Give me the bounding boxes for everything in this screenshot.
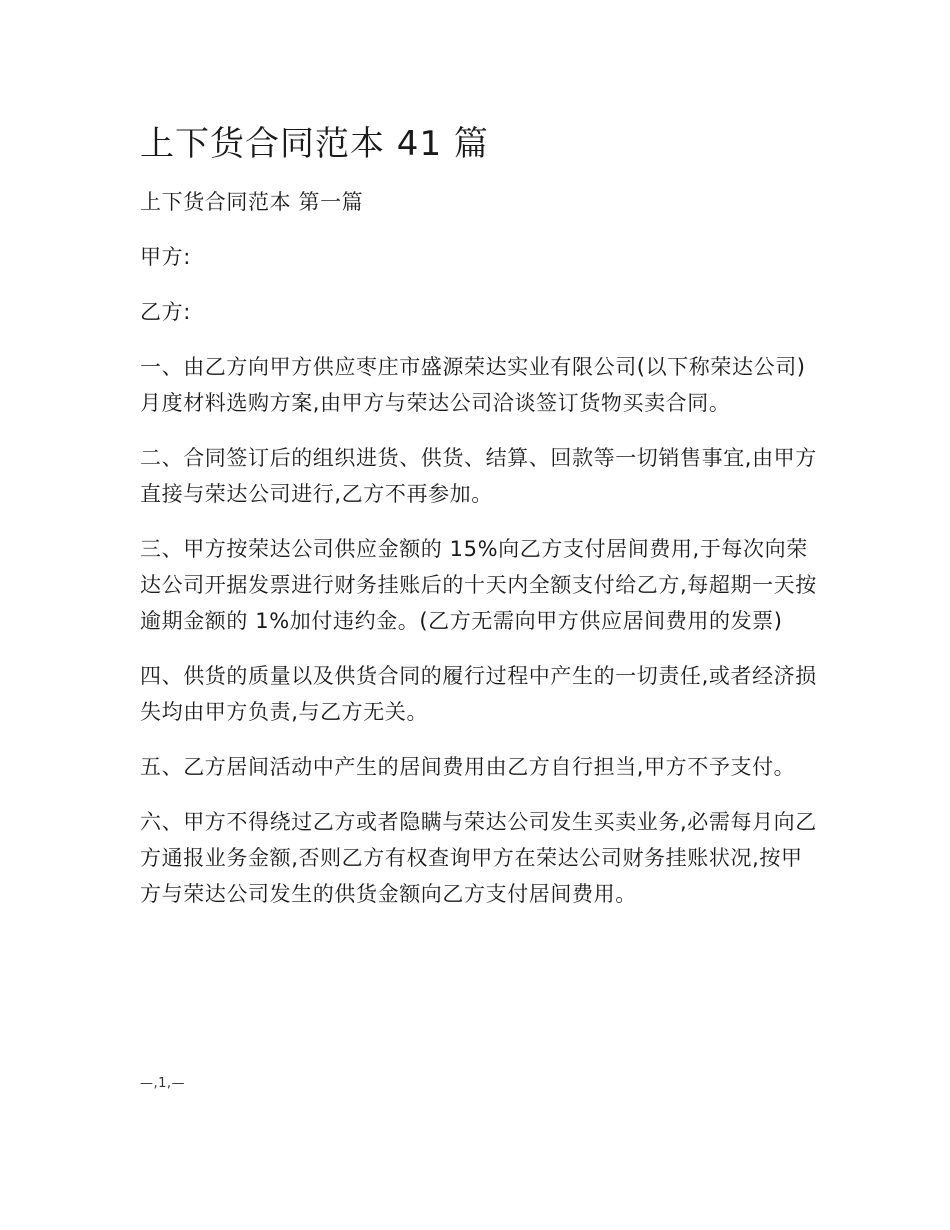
clause-3: 三、甲方按荣达公司供应金额的 15%向乙方支付居间费用,于每次向荣达公司开据发票进行财务挂账后的十天内全额支付给乙方,每超期一天按逾期金额的 1%加付违约金。(乙方无需向甲方供应居间费用的发票): [140, 537, 817, 633]
party-a-label: 甲方:: [140, 245, 191, 269]
clause-6: 六、甲方不得绕过乙方或者隐瞒与荣达公司发生买卖业务,必需每月向乙方通报业务金额,否则乙方有权查询甲方在荣达公司财务挂账状况,按甲方与荣达公司发生的供货金额向乙方支付居间费用。: [140, 810, 817, 906]
clause-2: 二、合同签订后的组织进货、供货、结算、回款等一切销售事宜,由甲方直接与荣达公司进行,乙方不再参加。: [140, 446, 817, 506]
clause-1: 一、由乙方向甲方供应枣庄市盛源荣达实业有限公司(以下称荣达公司)月度材料选购方案,由甲方与荣达公司洽谈签订货物买卖合同。: [140, 355, 806, 415]
clause-5: 五、乙方居间活动中产生的居间费用由乙方自行担当,甲方不予支付。: [140, 755, 796, 779]
document-body: [140, 184, 820, 931]
clause-4: 四、供货的质量以及供货合同的履行过程中产生的一切责任,或者经济损失均由甲方负责,与乙方无关。: [140, 664, 817, 724]
page-number: —,1,—: [140, 1076, 186, 1091]
document-title: 上下货合同范本 41 篇: [140, 124, 489, 164]
section-heading: 上下货合同范本 第一篇: [140, 190, 364, 214]
party-b-label: 乙方:: [140, 300, 191, 324]
